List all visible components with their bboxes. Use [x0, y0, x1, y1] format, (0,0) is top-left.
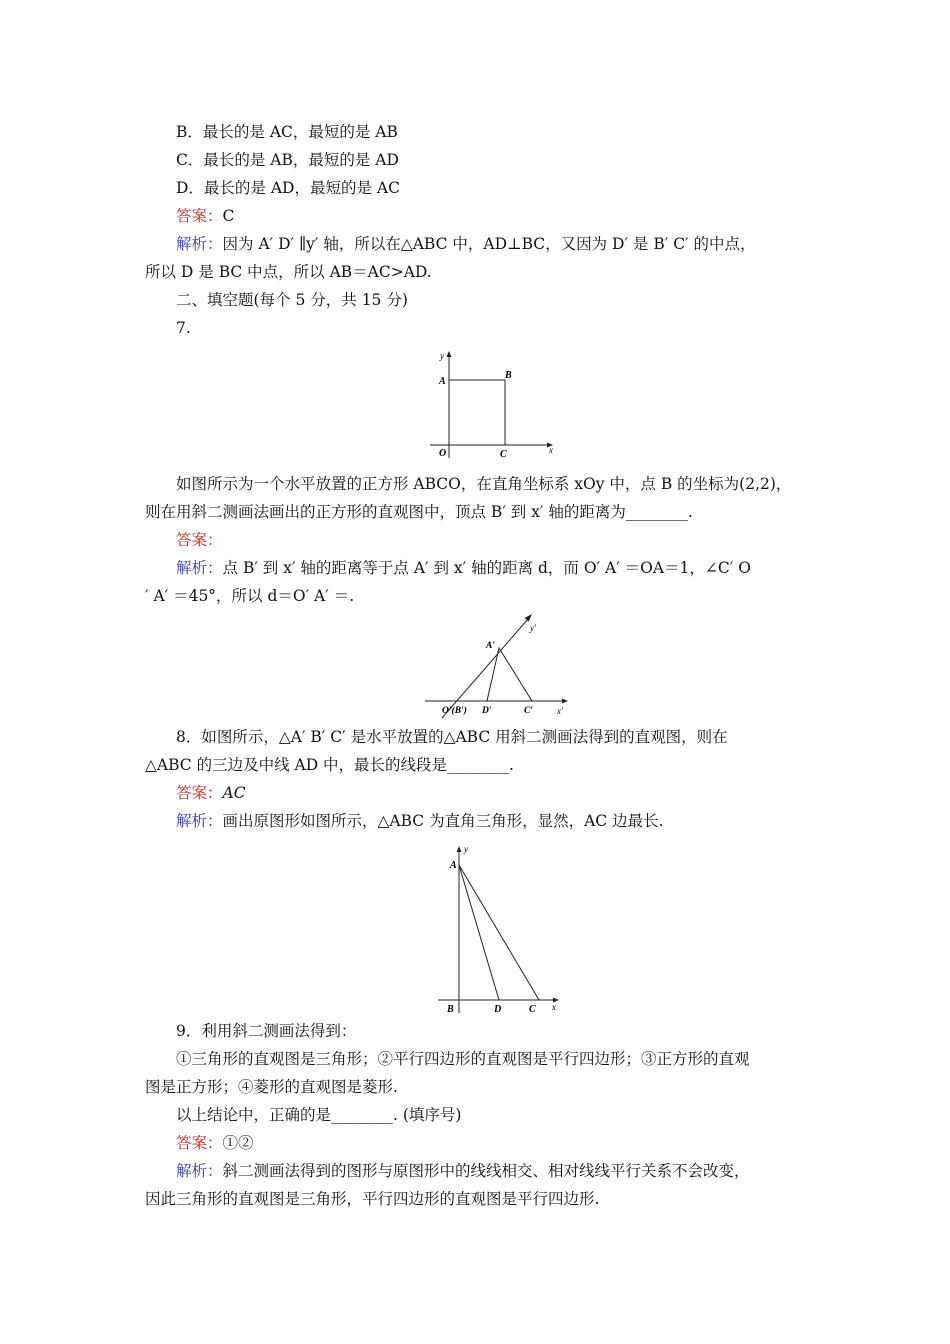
explanation-7-line1	[176, 557, 841, 579]
option-b: B．最长的是 AC，最短的是 AB	[176, 123, 398, 141]
question-7-number: 7.	[176, 319, 191, 337]
label-a: A	[439, 376, 446, 387]
figure-square	[425, 345, 555, 460]
label-y-prime: y′	[530, 623, 536, 633]
explanation-8	[176, 810, 841, 832]
median-ad	[459, 865, 499, 1000]
explanation-label: 解析：	[176, 812, 223, 830]
question-7-line2: 则在用斜二测画法画出的正方形的直观图中，顶点 B′ 到 x′ 轴的距离为________.	[145, 503, 693, 521]
explanation-9-line2: 因此三角形的直观图是三角形，平行四边形的直观图是平行四边形.	[145, 1190, 600, 1208]
edge-ac	[459, 865, 539, 1000]
explanation-label: 解析：	[176, 235, 223, 253]
answer-9	[176, 1132, 841, 1154]
answer-value: ①②	[222, 1134, 254, 1152]
triangle-edges	[487, 648, 532, 701]
option-d: D．最长的是 AD，最短的是 AC	[176, 179, 400, 197]
answer-label: 答案：	[176, 531, 223, 549]
answer-7	[176, 529, 841, 551]
label-y: y	[440, 351, 444, 361]
figure-oblique-triangle	[420, 610, 570, 720]
answer-8	[176, 782, 841, 804]
explanation-text: 画出原图形如图所示，△ABC 为直角三角形，显然，AC 边最长.	[222, 812, 664, 830]
explanation-9-line1	[176, 1160, 841, 1182]
question-9-intro: 9．利用斜二测画法得到：	[176, 1022, 357, 1040]
label-a: A	[450, 860, 457, 871]
answer-label: 答案：	[176, 207, 223, 225]
explanation-label: 解析：	[176, 1162, 223, 1180]
question-9-line3: 以上结论中，正确的是________. (填序号)	[176, 1106, 462, 1124]
answer-value: AC	[222, 784, 246, 802]
y-prime-axis-arrow	[525, 614, 533, 622]
explanation-6-line2: 所以 D 是 BC 中点，所以 AB＝AC>AD.	[145, 263, 432, 281]
question-7-line1: 如图所示为一个水平放置的正方形 ABCO，在直角坐标系 xOy 中，点 B 的坐标为(2,2)，	[176, 475, 792, 493]
label-y: y	[464, 844, 468, 854]
answer-label: 答案：	[176, 784, 223, 802]
question-9-line1: ①三角形的直观图是三角形；②平行四边形的直观图是平行四边形；③正方形的直观	[176, 1050, 750, 1068]
answer-value: C	[222, 207, 235, 225]
explanation-text: 因为 A′ D′ ∥y′ 轴，所以在△ABC 中，AD⊥BC，又因为 D′ 是 B′ C′ 的中点，	[222, 235, 756, 253]
label-a-prime: A′	[486, 641, 496, 651]
y-prime-axis	[442, 619, 528, 718]
explanation-7-line2: ′ A′ ＝45°，所以 d＝O′ A′ ＝.	[145, 587, 355, 605]
question-8-line2: △ABC 的三边及中线 AD 中，最长的线段是________.	[145, 756, 514, 774]
figure-right-triangle	[435, 840, 565, 1015]
explanation-label: 解析：	[176, 559, 223, 577]
y-axis-arrow	[457, 846, 462, 852]
label-c: C	[529, 1004, 536, 1015]
label-o: O	[439, 448, 447, 459]
answer-6	[176, 205, 841, 227]
explanation-text: 斜二测画法得到的图形与原图形中的线线相交、相对线线平行关系不会改变，	[222, 1162, 750, 1180]
section-heading: 二、填空题(每个 5 分，共 15 分)	[176, 291, 408, 309]
explanation-6-line1	[176, 233, 841, 255]
label-c: C	[500, 449, 507, 460]
label-o-prime-b-prime: O′(B′)	[442, 706, 467, 716]
question-9-line2: 图是正方形；④菱形的直观图是菱形.	[145, 1078, 398, 1096]
label-x: x	[549, 445, 553, 455]
label-d: D	[494, 1004, 502, 1015]
label-x: x	[552, 1002, 556, 1012]
y-axis-arrow	[447, 351, 452, 357]
label-b: B	[447, 1004, 454, 1015]
question-8-line1: 8．如图所示，△A′ B′ C′ 是水平放置的△ABC 用斜二测画法得到的直观图，则在	[176, 728, 728, 746]
label-x-prime: x′	[557, 706, 563, 716]
label-b: B	[505, 370, 512, 381]
label-d-prime: D′	[482, 706, 492, 716]
option-c: C．最长的是 AB，最短的是 AD	[176, 151, 399, 169]
square-edges	[449, 380, 505, 445]
explanation-text: 点 B′ 到 x′ 轴的距离等于点 A′ 到 x′ 轴的距离 d，而 O′ A′ ＝OA＝1，∠C′ O	[222, 559, 751, 577]
x-prime-axis-arrow	[562, 699, 568, 704]
answer-label: 答案：	[176, 1134, 223, 1152]
label-c-prime: C′	[524, 706, 534, 716]
